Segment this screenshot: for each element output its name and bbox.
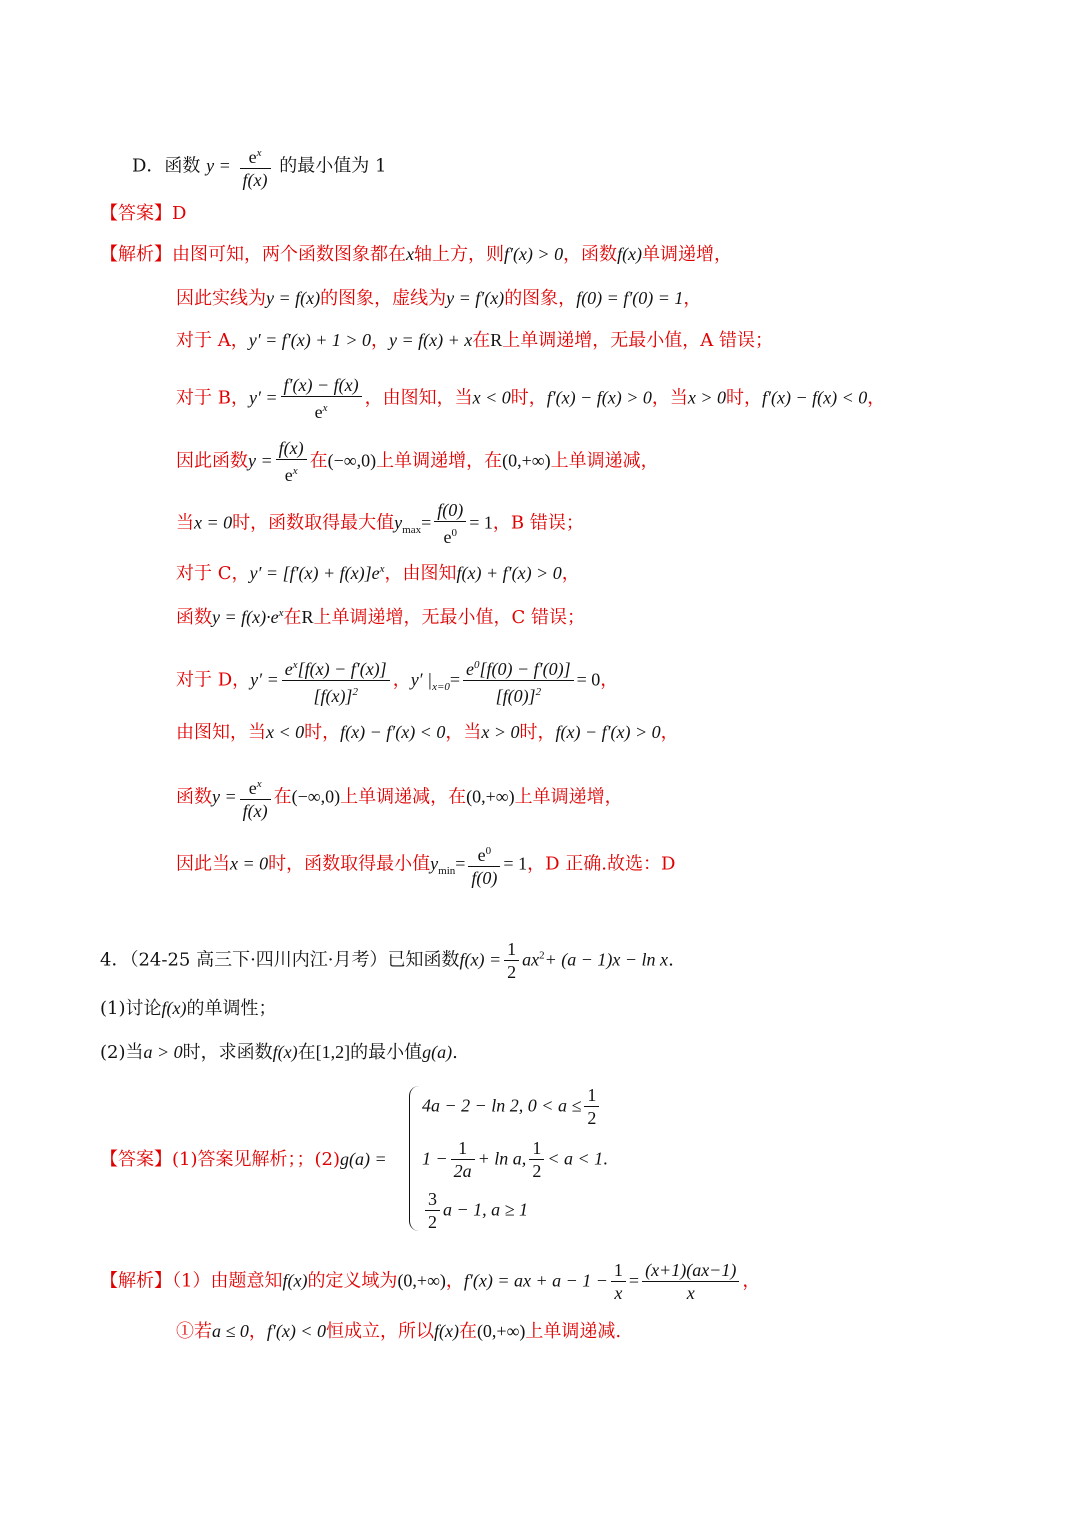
question-4-title: 4．（24-25 高三下·四川内江·月考）已知函数f(x) = $\frac{1}{2}$ $ax^2+ (a - 1)x - \ln x$. — [100, 939, 674, 982]
fraction: $\frac{1}{2}$ — [529, 1137, 544, 1182]
piecewise-case-2: 1 − $\frac{1}{2a}$ + ln a, $\frac{1}{2}$ < a < 1. — [422, 1138, 608, 1181]
fraction: $\frac{1}{2}$ — [504, 938, 519, 983]
analysis-line-6: 当x = 0时，函数取得最大值$y_{max}=$ $\frac{f(0)}{e^0}$ = 1，B 错误； — [176, 500, 584, 547]
fraction: $\frac{e^x[f(x) - f'(x)]}{[f(x)]^2}$ — [282, 654, 390, 707]
fraction: $\frac{e^x}{f(x)}$ — [240, 142, 271, 191]
piecewise-case-3: $\frac{3}{2}$ a − 1, a ≥ 1 — [422, 1188, 528, 1233]
answer-tag: 【答案】 — [100, 1149, 172, 1170]
answer-2-line: 【答案】(1)答案见解析；；(2)g(a) = — [100, 1149, 387, 1170]
analysis-line-7: 对于 C，$y' = [f'(x) + f(x)]e^x$，由图知f(x) + f′(x) > 0， — [176, 563, 580, 584]
answer-tag: 【答案】 — [100, 203, 172, 224]
analysis-line-4: 对于 B，y′ = $\frac{f'(x) - f(x)}{e^x}$ ，由图知，当x < 0时，f′(x) − f(x) > 0，当x > 0时，f′(x) − f(x) < 0， — [176, 375, 886, 422]
analysis-line-11: 函数y = $\frac{e^x}{f(x)}$ 在(−∞,0)上单调递减，在(0,+∞)上单调递增， — [176, 773, 623, 822]
answer-value: D — [172, 203, 187, 224]
piecewise-case-1: 4a − 2 − ln 2, 0 < a ≤ $\frac{1}{2}$ — [422, 1084, 602, 1129]
analysis-tag: 【解析】 — [100, 1270, 172, 1292]
analysis-2-line-1: 【解析】（1）由题意知f(x)的定义域为(0,+∞)，f′(x) = ax + a − 1 − $\frac{1}{x}$ = $\frac{(x+1)(ax-1)}{x}$ ， — [100, 1260, 761, 1303]
fraction: $\frac{f(0)}{e^0}$ — [434, 499, 466, 548]
fraction: $\frac{f'(x) - f(x)}{e^x}$ — [281, 374, 362, 423]
answer-line — [100, 201, 186, 227]
question-4-part-1: (1)讨论f(x)的单调性； — [100, 998, 277, 1019]
analysis-line-9: 对于 D，y′ = $\frac{e^x[f(x) - f'(x)]}{[f(x)]^2}$ ，y′ $|_{x=0}=$ $\frac{e^0[f(0) - f'(0)]}{[f(0)]^2}$ = 0， — [176, 654, 618, 707]
analysis-line-5: 因此函数y = $\frac{f(x)}{e^x}$ 在(−∞,0)上单调递增，在(0,+∞)上单调递减， — [176, 438, 659, 485]
analysis-tag: 【解析】 — [100, 244, 172, 265]
fraction: $\frac{f(x)}{e^x}$ — [276, 437, 307, 486]
fraction: $\frac{e^0}{f(0)}$ — [468, 840, 500, 889]
analysis-line-1: 【解析】由图可知，两个函数图象都在x轴上方，则f′(x) > 0，函数f(x)单调递增， — [100, 244, 733, 265]
fraction: $\frac{3}{2}$ — [425, 1188, 440, 1233]
analysis-line-10: 由图知，当x < 0时，f(x) − f′(x) < 0，当x > 0时，f(x) − f′(x) > 0， — [176, 722, 679, 743]
analysis-line-8: 函数$y = f(x)\cdot e^x$在R上单调递增，无最小值，C 错误； — [176, 607, 586, 628]
fraction: $\frac{e^x}{f(x)}$ — [240, 773, 271, 822]
analysis-line-12: 因此当x = 0时，函数取得最小值$y_{min}=$ $\frac{e^0}{f(0)}$ = 1，D 正确.故选：D — [176, 840, 675, 889]
analysis-line-3: 对于 A，y′ = f′(x) + 1 > 0，y = f(x) + x在R上单调递增，无最小值，A 错误； — [176, 330, 774, 351]
analysis-line-2: 因此实线为y = f(x)的图象，虚线为y = f′(x)的图象，f(0) = f′(0) = 1， — [176, 288, 702, 309]
fraction: $\frac{e^0[f(0) - f'(0)]}{[f(0)]^2}$ — [463, 654, 574, 707]
fraction: $\frac{1}{2}$ — [584, 1084, 599, 1129]
fraction: $\frac{1}{x}$ — [611, 1259, 626, 1304]
fraction: $\frac{(x+1)(ax-1)}{x}$ — [642, 1259, 739, 1304]
analysis-2-line-2: ①若a ≤ 0，f′(x) < 0恒成立，所以f(x)在(0,+∞)上单调递减. — [176, 1321, 622, 1342]
option-d: D．函数 y = $\frac{e^x}{f(x)}$ 的最小值为 1 — [132, 142, 386, 191]
question-4-part-2: (2)当a > 0时，求函数f(x)在[1,2]的最小值g(a). — [100, 1042, 458, 1063]
fraction: $\frac{1}{2a}$ — [451, 1137, 475, 1182]
